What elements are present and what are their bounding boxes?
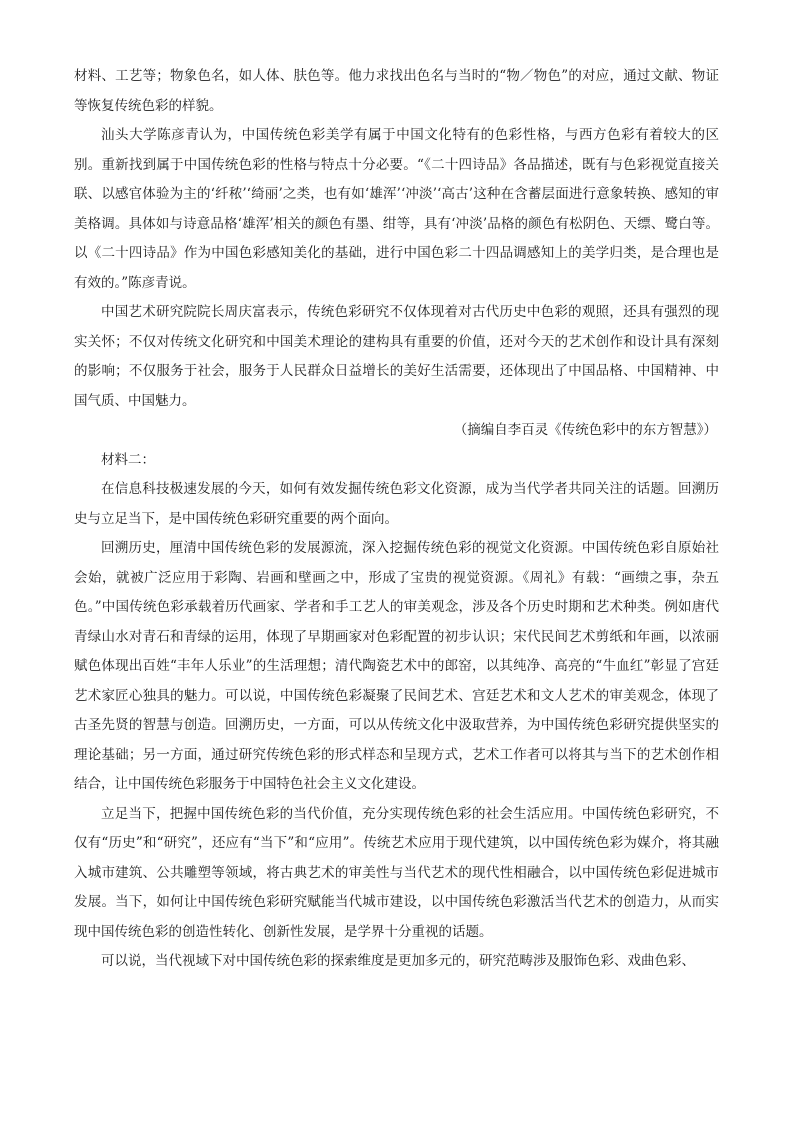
paragraph: 回溯历史，厘清中国传统色彩的发展源流，深入挖掘传统色彩的视觉文化资源。中国传统色彩自原始社会始，就被广泛应用于彩陶、岩画和壁画之中，形成了宝贵的视觉资源。《周礼》有载：“画缋之事，杂五色。”中国传统色彩承载着历代画家、学者和手工艺人的审美观念，涉及各个历史时期和艺术种类。例如唐代青绿山水对青石和青绿的运用，体现了早期画家对色彩配置的初步认识；宋代民间艺术剪纸和年画，以浓丽赋色体现出百姓“丰年人乐业”的生活理想；清代陶瓷艺术中的郎窑，以其纯净、高亮的“牛血红”彰显了宫廷艺术家匠心独具的魅力。可以说，中国传统色彩凝聚了民间艺术、宫廷艺术和文人艺术的审美观念，体现了古圣先贤的智慧与创造。回溯历史，一方面，可以从传统文化中汲取营养，为中国传统色彩研究提供坚实的理论基础；另一方面，通过研究传统色彩的形式样态和呈现方式，艺术工作者可以将其与当下的艺术创作相结合，让中国传统色彩服务于中国特色社会主义文化建设。 bbox=[74, 540, 719, 792]
section-label: 材料二： bbox=[101, 451, 155, 468]
paragraph: 在信息科技极速发展的今天，如何有效发掘传统色彩文化资源，成为当代学者共同关注的话题。回溯历史与立足当下，是中国传统色彩研究重要的两个面向。 bbox=[74, 481, 719, 527]
paragraph: 中国艺术研究院院长周庆富表示，传统色彩研究不仅体现着对古代历史中色彩的观照，还具有强烈的现实关怀；不仅对传统文化研究和中国美术理论的建构具有重要的价值，还对今天的艺术创作和设计具有深刻的影响；不仅服务于社会，服务于人民群众日益增长的美好生活需要，还体现出了中国品格、中国精神、中国气质、中国魅力。 bbox=[74, 304, 719, 409]
source-citation: （摘编自李百灵《传统色彩中的东方智慧》） bbox=[453, 422, 717, 438]
paragraph: 汕头大学陈彦青认为，中国传统色彩美学有属于中国文化特有的色彩性格，与西方色彩有着较大的区别。重新找到属于中国传统色彩的性格与特点十分必要。“《二十四诗品》各品描述，既有与色彩视觉直接关联、以感官体验为主的‘纤秾’‘绮丽’之类，也有如‘雄浑’‘冲淡’‘高古’这种在含蓄层面进行意象转换、感知的审美格调。具体如与诗意品格‘雄浑’相关的颜色有墨、绀等，具有‘冲淡’品格的颜色有松阴色、天缥、鹭白等。以《二十四诗品》作为中国色彩感知美化的基础，进行中国色彩二十四品调感知上的美学归类，是合理也是有效的。”陈彦青说。 bbox=[74, 127, 719, 291]
document-body bbox=[74, 62, 719, 977]
paragraph: 可以说，当代视域下对中国传统色彩的探索维度是更加多元的，研究范畴涉及服饰色彩、戏曲色彩、 bbox=[101, 953, 695, 969]
paragraph: 材料、工艺等；物象色名，如人体、肤色等。他力求找出色名与当时的“物／物色”的对应，通过文献、物证等恢复传统色彩的样貌。 bbox=[74, 68, 719, 114]
paragraph: 立足当下，把握中国传统色彩的当代价值，充分实现传统色彩的社会生活应用。中国传统色彩研究，不仅有“历史”和“研究”，还应有“当下”和“应用”。传统艺术应用于现代建筑，以中国传统色彩为媒介，将其融入城市建筑、公共雕塑等领域，将古典艺术的审美性与当代艺术的现代性相融合，以中国传统色彩促进城市发展。当下，如何让中国传统色彩研究赋能当代城市建设，以中国传统色彩激活当代艺术的创造力，从而实现中国传统色彩的创造性转化、创新性发展，是学界十分重视的话题。 bbox=[74, 805, 719, 940]
